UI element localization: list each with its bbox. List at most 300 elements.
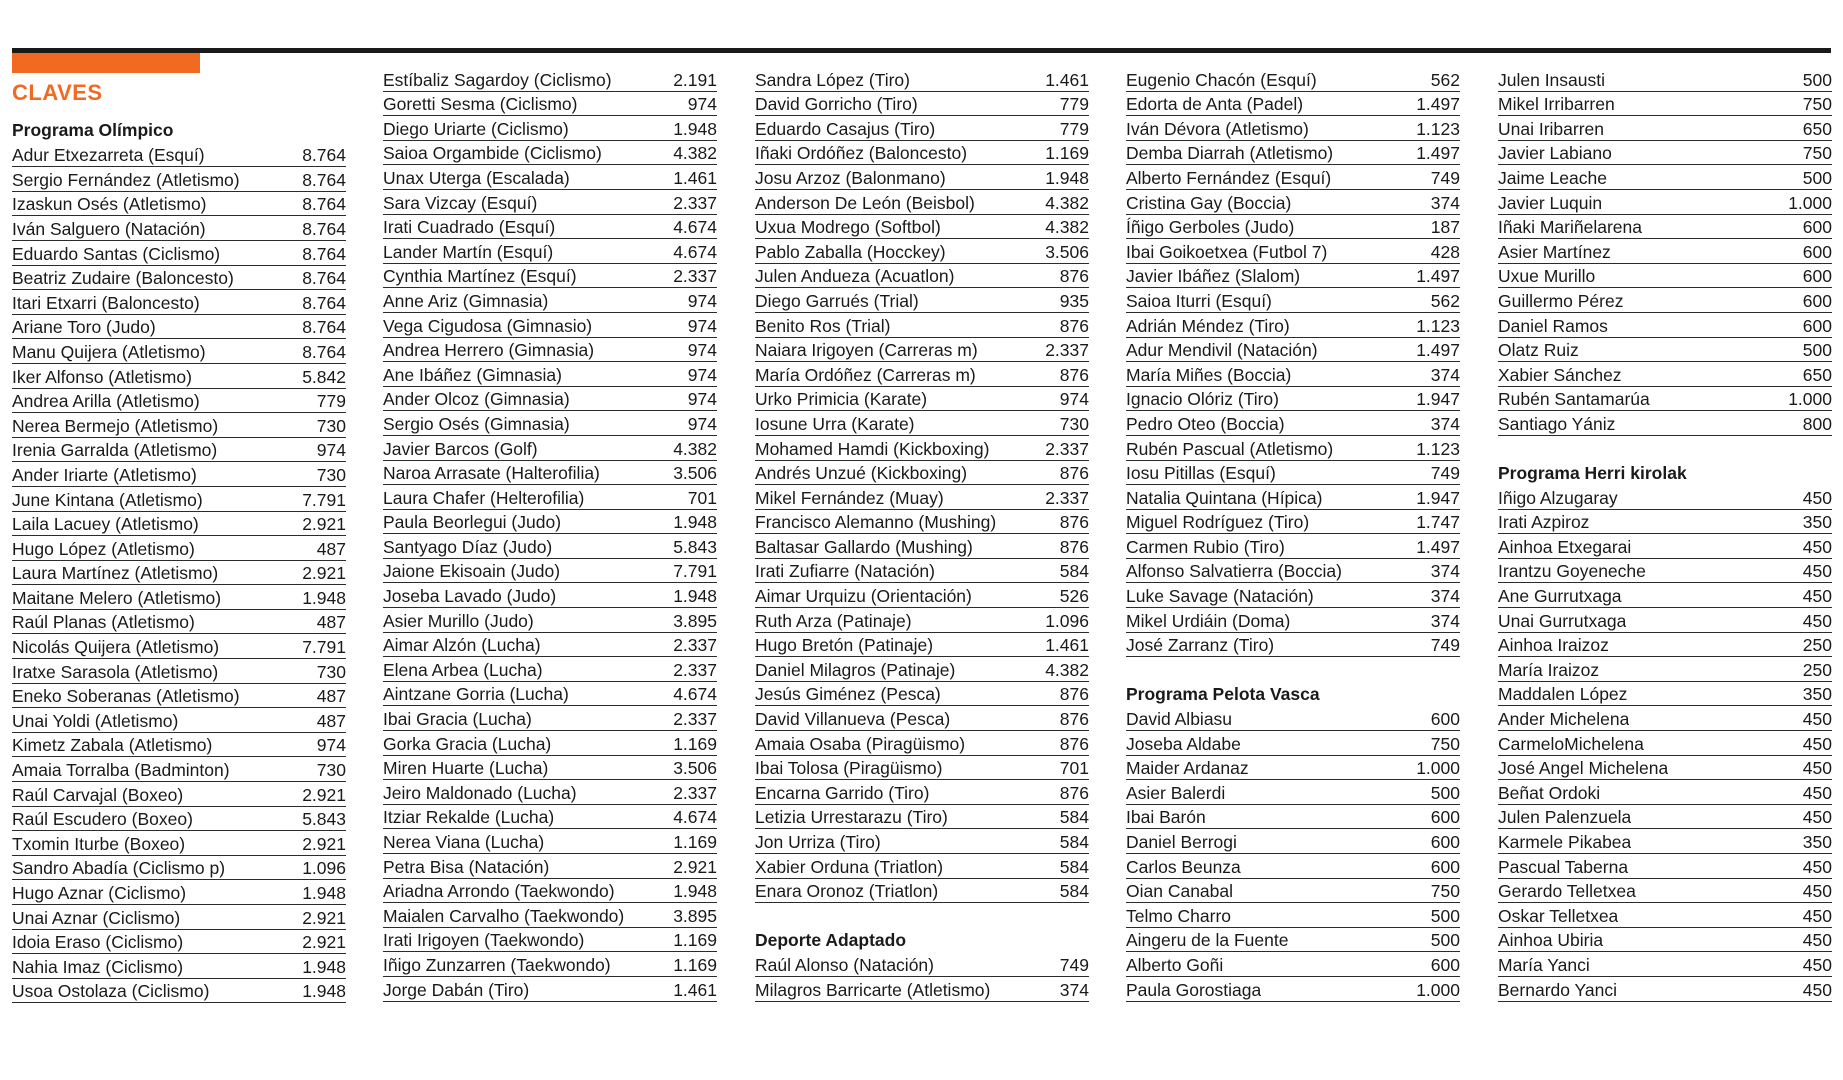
athlete-name: Javier Labiano <box>1498 143 1612 164</box>
athlete-name: Enara Oronoz (Triatlon) <box>755 881 939 902</box>
athlete-name: Mikel Irribarren <box>1498 94 1615 115</box>
amount-value: 1.497 <box>1416 266 1460 287</box>
athlete-name: Andrea Herrero (Gimnasia) <box>383 340 595 361</box>
amount-value: 562 <box>1430 69 1460 90</box>
athlete-name: Santyago Díaz (Judo) <box>383 536 553 557</box>
athlete-name: Jaime Leache <box>1498 167 1607 188</box>
athlete-name: Miren Huarte (Lucha) <box>383 758 549 779</box>
list-row <box>1498 215 1832 240</box>
athlete-name: Sara Vizcay (Esquí) <box>383 192 538 213</box>
athlete-name: Urko Primicia (Karate) <box>755 389 928 410</box>
amount-value: 1.948 <box>302 981 346 1002</box>
amount-value: 450 <box>1802 856 1832 877</box>
list-row <box>383 805 717 830</box>
athlete-name: Xabier Sánchez <box>1498 364 1622 385</box>
athlete-name: Itari Etxarri (Baloncesto) <box>12 292 200 313</box>
amount-value: 3.895 <box>673 905 717 926</box>
athlete-name: Rubén Pascual (Atletismo) <box>1126 438 1334 459</box>
list-row <box>1498 829 1832 854</box>
athlete-name: Santiago Yániz <box>1498 413 1616 434</box>
athlete-name: Julen Insausti <box>1498 69 1606 90</box>
athlete-name: Maitane Melero (Atletismo) <box>12 587 222 608</box>
athlete-name: Pablo Zaballa (Hocckey) <box>755 241 946 262</box>
section-title: Programa Herri kirolak <box>1498 462 1687 483</box>
list-row <box>1498 534 1832 559</box>
athlete-name: Ariane Toro (Judo) <box>12 317 156 338</box>
amount-value: 1.169 <box>673 930 717 951</box>
athlete-name: Laura Chafer (Helterofilia) <box>383 487 585 508</box>
amount-value: 450 <box>1802 709 1832 730</box>
amount-value: 650 <box>1802 364 1832 385</box>
athlete-name: Alberto Fernández (Esquí) <box>1126 167 1332 188</box>
list-row <box>1126 264 1460 289</box>
amount-value: 701 <box>687 487 717 508</box>
accent-bar <box>12 53 200 73</box>
amount-value: 876 <box>1059 733 1089 754</box>
list-row <box>383 510 717 535</box>
amount-value: 2.921 <box>302 907 346 928</box>
athlete-name: Ander Olcoz (Gimnasia) <box>383 389 570 410</box>
list-row <box>12 561 346 586</box>
amount-value: 1.948 <box>302 883 346 903</box>
amount-value: 5.843 <box>673 536 717 557</box>
amount-value: 730 <box>316 415 346 436</box>
list-row <box>12 192 346 217</box>
list-row <box>1126 141 1460 166</box>
list-row <box>383 116 717 141</box>
amount-value: 749 <box>1430 635 1460 656</box>
amount-value: 1.948 <box>302 587 346 608</box>
athlete-name: Javier Luquin <box>1498 192 1603 213</box>
athlete-name: Itziar Rekalde (Lucha) <box>383 807 555 828</box>
athlete-name: Maider Ardanaz <box>1126 758 1249 779</box>
amount-value: 600 <box>1802 266 1832 287</box>
list-row <box>1126 952 1460 977</box>
athlete-name: Unai Yoldi (Atletismo) <box>12 710 179 731</box>
amount-value: 2.337 <box>1045 340 1089 361</box>
amount-value: 450 <box>1802 979 1832 1000</box>
section-title: Programa Pelota Vasca <box>1126 683 1320 704</box>
athlete-name: Raúl Planas (Atletismo) <box>12 612 195 633</box>
amount-value: 600 <box>1430 954 1460 975</box>
athlete-name: Joseba Lavado (Judo) <box>383 586 557 607</box>
list-row <box>1126 165 1460 190</box>
amount-value: 1.169 <box>673 954 717 975</box>
amount-value: 8.764 <box>302 169 346 190</box>
amount-value: 4.382 <box>1045 659 1089 680</box>
athlete-name: Guillermo Pérez <box>1498 290 1624 311</box>
amount-value: 730 <box>316 661 346 682</box>
list-row <box>1498 510 1832 535</box>
list-row <box>1126 805 1460 830</box>
list-row <box>383 215 717 240</box>
amount-value: 374 <box>1059 979 1089 1000</box>
amount-value: 1.000 <box>1788 389 1832 410</box>
amount-value: 1.947 <box>1416 389 1460 410</box>
amount-value: 1.497 <box>1416 143 1460 164</box>
amount-value: 584 <box>1059 832 1089 852</box>
list-row <box>1126 461 1460 486</box>
amount-value: 500 <box>1430 930 1460 951</box>
athlete-name: Ignacio Olóriz (Tiro) <box>1126 389 1279 410</box>
amount-value: 876 <box>1059 709 1089 730</box>
list-row <box>383 706 717 731</box>
athlete-name: Luke Savage (Natación) <box>1126 586 1314 607</box>
athlete-name: Izaskun Osés (Atletismo) <box>12 194 207 215</box>
section-title: Programa Olímpico <box>12 120 174 140</box>
athlete-name: Aimar Alzón (Lucha) <box>383 635 541 656</box>
amount-value: 374 <box>1430 413 1460 434</box>
athlete-name: Iñaki Mariñelarena <box>1498 217 1642 238</box>
athlete-name: Pedro Oteo (Boccia) <box>1126 413 1285 434</box>
amount-value: 600 <box>1802 217 1832 238</box>
athlete-name: Jeiro Maldonado (Lucha) <box>383 782 577 803</box>
list-row <box>12 167 346 192</box>
list-row <box>12 930 346 955</box>
list-row <box>1126 338 1460 363</box>
amount-value: 876 <box>1059 266 1089 287</box>
amount-value: 1.169 <box>673 733 717 754</box>
athlete-name: Julen Andueza (Acuatlon) <box>755 266 955 287</box>
amount-value: 974 <box>687 290 717 311</box>
section-spacer <box>755 903 1089 928</box>
list-row <box>755 633 1089 658</box>
amount-value: 2.921 <box>302 784 346 805</box>
list-row <box>1498 633 1832 658</box>
amount-value: 1.123 <box>1416 118 1460 139</box>
amount-value: 8.764 <box>302 317 346 338</box>
athlete-name: Raúl Carvajal (Boxeo) <box>12 784 184 805</box>
amount-value: 876 <box>1059 315 1089 336</box>
athlete-name: Gorka Gracia (Lucha) <box>383 733 552 754</box>
list-row <box>1126 829 1460 854</box>
list-row <box>12 512 346 537</box>
list-row <box>1498 141 1832 166</box>
amount-value: 1.948 <box>1045 167 1089 188</box>
list-row <box>383 239 717 264</box>
athlete-name: Kimetz Zabala (Atletismo) <box>12 735 213 756</box>
amount-value: 250 <box>1802 635 1832 656</box>
athlete-name: Naroa Arrasate (Halterofilia) <box>383 463 600 484</box>
column-5 <box>1498 67 1832 1002</box>
list-row <box>755 436 1089 461</box>
list-row <box>755 141 1089 166</box>
athlete-name: María Ordóñez (Carreras m) <box>755 364 976 385</box>
list-row <box>755 583 1089 608</box>
amount-value: 2.921 <box>673 856 717 877</box>
amount-value: 876 <box>1059 463 1089 484</box>
list-row <box>383 92 717 117</box>
list-row <box>1498 879 1832 904</box>
athlete-name: Cristina Gay (Boccia) <box>1126 192 1292 213</box>
amount-value: 450 <box>1802 782 1832 803</box>
column-4 <box>1126 67 1460 1002</box>
amount-value: 374 <box>1430 192 1460 213</box>
list-row <box>12 536 346 561</box>
list-row <box>12 413 346 438</box>
amount-value: 876 <box>1059 536 1089 557</box>
list-row <box>1498 165 1832 190</box>
list-row <box>383 67 717 92</box>
amount-value: 4.674 <box>673 217 717 238</box>
list-row <box>755 92 1089 117</box>
list-row <box>1126 215 1460 240</box>
athlete-name: Ibai Barón <box>1126 807 1206 828</box>
athlete-name: Iván Dévora (Atletismo) <box>1126 118 1309 139</box>
list-row <box>383 288 717 313</box>
amount-value: 4.674 <box>673 807 717 828</box>
list-row <box>383 190 717 215</box>
amount-value: 2.337 <box>673 266 717 287</box>
list-row <box>1126 313 1460 338</box>
athlete-name: Ander Michelena <box>1498 709 1630 730</box>
list-row <box>383 928 717 953</box>
athlete-name: Irenia Garralda (Atletismo) <box>12 440 218 461</box>
athlete-name: Unai Aznar (Ciclismo) <box>12 907 181 928</box>
amount-value: 8.764 <box>302 218 346 239</box>
amount-value: 974 <box>687 413 717 434</box>
athlete-name: Elena Arbea (Lucha) <box>383 659 543 680</box>
athlete-name: Sandra López (Tiro) <box>755 69 910 90</box>
list-row <box>383 485 717 510</box>
amount-value: 450 <box>1802 954 1832 975</box>
list-row <box>383 338 717 363</box>
list-row <box>755 657 1089 682</box>
athlete-name: Bernardo Yanci <box>1498 979 1618 1000</box>
list-row <box>1498 67 1832 92</box>
list-row <box>383 608 717 633</box>
athlete-name: Raúl Alonso (Natación) <box>755 954 934 975</box>
list-row <box>12 880 346 905</box>
athlete-name: Daniel Ramos <box>1498 315 1608 336</box>
amount-value: 5.842 <box>302 366 346 387</box>
amount-value: 1.497 <box>1416 536 1460 557</box>
amount-value: 3.506 <box>1045 241 1089 262</box>
athlete-name: Ane Gurrutxaga <box>1498 586 1622 607</box>
amount-value: 450 <box>1802 881 1832 902</box>
athlete-name: Jesús Giménez (Pesca) <box>755 684 941 705</box>
list-row <box>12 831 346 856</box>
athlete-name: Iratxe Sarasola (Atletismo) <box>12 661 219 682</box>
list-row <box>755 682 1089 707</box>
list-row <box>1126 706 1460 731</box>
list-row <box>1498 682 1832 707</box>
list-row <box>1126 92 1460 117</box>
amount-value: 600 <box>1802 315 1832 336</box>
list-row <box>383 461 717 486</box>
athlete-name: Beñat Ordoki <box>1498 782 1601 803</box>
athlete-name: Ander Iriarte (Atletismo) <box>12 464 197 485</box>
amount-value: 350 <box>1802 832 1832 852</box>
athlete-name: Nahia Imaz (Ciclismo) <box>12 956 184 977</box>
athlete-name: Jon Urriza (Tiro) <box>755 832 881 852</box>
athlete-name: Iván Salguero (Natación) <box>12 218 206 239</box>
list-row <box>12 684 346 709</box>
athlete-name: Irati Cuadrado (Esquí) <box>383 217 556 238</box>
athlete-name: Daniel Berrogi <box>1126 832 1237 852</box>
list-row <box>1126 780 1460 805</box>
list-row <box>1126 362 1460 387</box>
list-row <box>383 829 717 854</box>
list-row <box>12 856 346 881</box>
amount-value: 876 <box>1059 782 1089 803</box>
amount-value: 974 <box>687 340 717 361</box>
athlete-name: Eduardo Casajus (Tiro) <box>755 118 936 139</box>
section-spacer <box>1498 436 1832 461</box>
athlete-name: Lander Martín (Esquí) <box>383 241 554 262</box>
amount-value: 562 <box>1430 290 1460 311</box>
athlete-name: Saioa Orgambide (Ciclismo) <box>383 143 602 164</box>
list-row <box>1498 583 1832 608</box>
amount-value: 749 <box>1059 954 1089 975</box>
athlete-name: Saioa Iturri (Esquí) <box>1126 290 1272 311</box>
list-row <box>755 485 1089 510</box>
list-row <box>383 362 717 387</box>
athlete-name: María Iraizoz <box>1498 659 1600 680</box>
list-row <box>12 143 346 168</box>
list-row <box>12 782 346 807</box>
athlete-name: Letizia Urrestarazu (Tiro) <box>755 807 948 828</box>
list-row <box>1498 805 1832 830</box>
list-row <box>755 362 1089 387</box>
athlete-name: June Kintana (Atletismo) <box>12 489 203 510</box>
list-row <box>383 141 717 166</box>
amount-value: 974 <box>687 315 717 336</box>
athlete-name: Txomin Iturbe (Boxeo) <box>12 833 186 854</box>
athlete-name: Paula Beorlegui (Judo) <box>383 512 562 533</box>
list-row <box>383 534 717 559</box>
list-row <box>12 979 346 1004</box>
amount-value: 779 <box>316 391 346 412</box>
list-row <box>383 903 717 928</box>
amount-value: 374 <box>1430 610 1460 631</box>
amount-value: 1.461 <box>673 167 717 188</box>
list-row <box>1126 559 1460 584</box>
list-row <box>1498 387 1832 412</box>
athlete-name: Iosu Pitillas (Esquí) <box>1126 463 1276 484</box>
list-row <box>755 510 1089 535</box>
amount-value: 2.337 <box>673 192 717 213</box>
list-row <box>12 315 346 340</box>
list-row <box>755 780 1089 805</box>
list-row <box>1126 534 1460 559</box>
amount-value: 4.382 <box>1045 192 1089 213</box>
list-row <box>1126 854 1460 879</box>
amount-value: 974 <box>316 735 346 756</box>
athlete-name: Asier Martínez <box>1498 241 1611 262</box>
list-row <box>755 264 1089 289</box>
list-row <box>383 682 717 707</box>
list-row <box>755 756 1089 781</box>
amount-value: 1.461 <box>1045 635 1089 656</box>
list-row <box>383 952 717 977</box>
athlete-name: Irati Azpiroz <box>1498 512 1590 533</box>
amount-value: 2.921 <box>302 563 346 584</box>
list-row <box>12 634 346 659</box>
list-row <box>1498 239 1832 264</box>
amount-value: 1.948 <box>673 118 717 139</box>
athlete-name: Sergio Fernández (Atletismo) <box>12 169 240 190</box>
amount-value: 749 <box>1430 463 1460 484</box>
amount-value: 876 <box>1059 684 1089 705</box>
athlete-name: Ainhoa Etxegarai <box>1498 536 1632 557</box>
athlete-name: David Albiasu <box>1126 709 1233 730</box>
athlete-name: Mikel Urdiáin (Doma) <box>1126 610 1291 631</box>
amount-value: 650 <box>1802 118 1832 139</box>
athlete-name: Anderson De León (Beisbol) <box>755 192 975 213</box>
list-row <box>1498 116 1832 141</box>
list-row <box>755 387 1089 412</box>
athlete-name: Mohamed Hamdi (Kickboxing) <box>755 438 990 459</box>
list-row <box>12 339 346 364</box>
athlete-name: José Angel Michelena <box>1498 758 1669 779</box>
amount-value: 2.337 <box>673 659 717 680</box>
athlete-name: Idoia Eraso (Ciclismo) <box>12 932 184 953</box>
top-rule <box>12 48 1831 53</box>
amount-value: 974 <box>316 440 346 461</box>
amount-value: 4.674 <box>673 241 717 262</box>
amount-value: 876 <box>1059 512 1089 533</box>
athlete-name: Hugo López (Atletismo) <box>12 538 195 559</box>
amount-value: 600 <box>1430 832 1460 852</box>
amount-value: 600 <box>1430 856 1460 877</box>
amount-value: 7.791 <box>302 637 346 658</box>
amount-value: 600 <box>1430 807 1460 828</box>
list-row <box>1126 116 1460 141</box>
amount-value: 750 <box>1802 143 1832 164</box>
athlete-name: Pascual Taberna <box>1498 856 1629 877</box>
amount-value: 779 <box>1059 94 1089 115</box>
amount-value: 1.169 <box>1045 143 1089 164</box>
amount-value: 1.000 <box>1416 758 1460 779</box>
amount-value: 750 <box>1430 881 1460 902</box>
list-row <box>383 165 717 190</box>
amount-value: 935 <box>1059 290 1089 311</box>
athlete-name: Milagros Barricarte (Atletismo) <box>755 979 991 1000</box>
list-row <box>755 215 1089 240</box>
list-row <box>1498 608 1832 633</box>
athlete-name: Goretti Sesma (Ciclismo) <box>383 94 578 115</box>
list-row <box>12 708 346 733</box>
amount-value: 187 <box>1430 217 1460 238</box>
amount-value: 8.764 <box>302 292 346 313</box>
amount-value: 2.337 <box>673 635 717 656</box>
amount-value: 374 <box>1430 364 1460 385</box>
amount-value: 730 <box>316 464 346 485</box>
amount-value: 374 <box>1430 586 1460 607</box>
athlete-name: Asier Murillo (Judo) <box>383 610 534 631</box>
amount-value: 600 <box>1802 290 1832 311</box>
list-row <box>1126 436 1460 461</box>
list-row <box>1126 731 1460 756</box>
list-row <box>12 585 346 610</box>
athlete-name: Amaia Torralba (Badminton) <box>12 760 230 781</box>
list-row <box>1126 608 1460 633</box>
amount-value: 450 <box>1802 561 1832 582</box>
amount-value: 450 <box>1802 487 1832 508</box>
athlete-name: José Zarranz (Tiro) <box>1126 635 1275 656</box>
amount-value: 1.461 <box>673 979 717 1000</box>
amount-value: 500 <box>1430 905 1460 926</box>
amount-value: 584 <box>1059 561 1089 582</box>
athlete-name: Amaia Osaba (Piragüismo) <box>755 733 966 754</box>
list-row <box>755 288 1089 313</box>
list-row <box>1498 338 1832 363</box>
list-row <box>755 608 1089 633</box>
athlete-name: Ane Ibáñez (Gimnasia) <box>383 364 562 385</box>
list-row <box>755 67 1089 92</box>
amount-value: 1.948 <box>302 956 346 977</box>
